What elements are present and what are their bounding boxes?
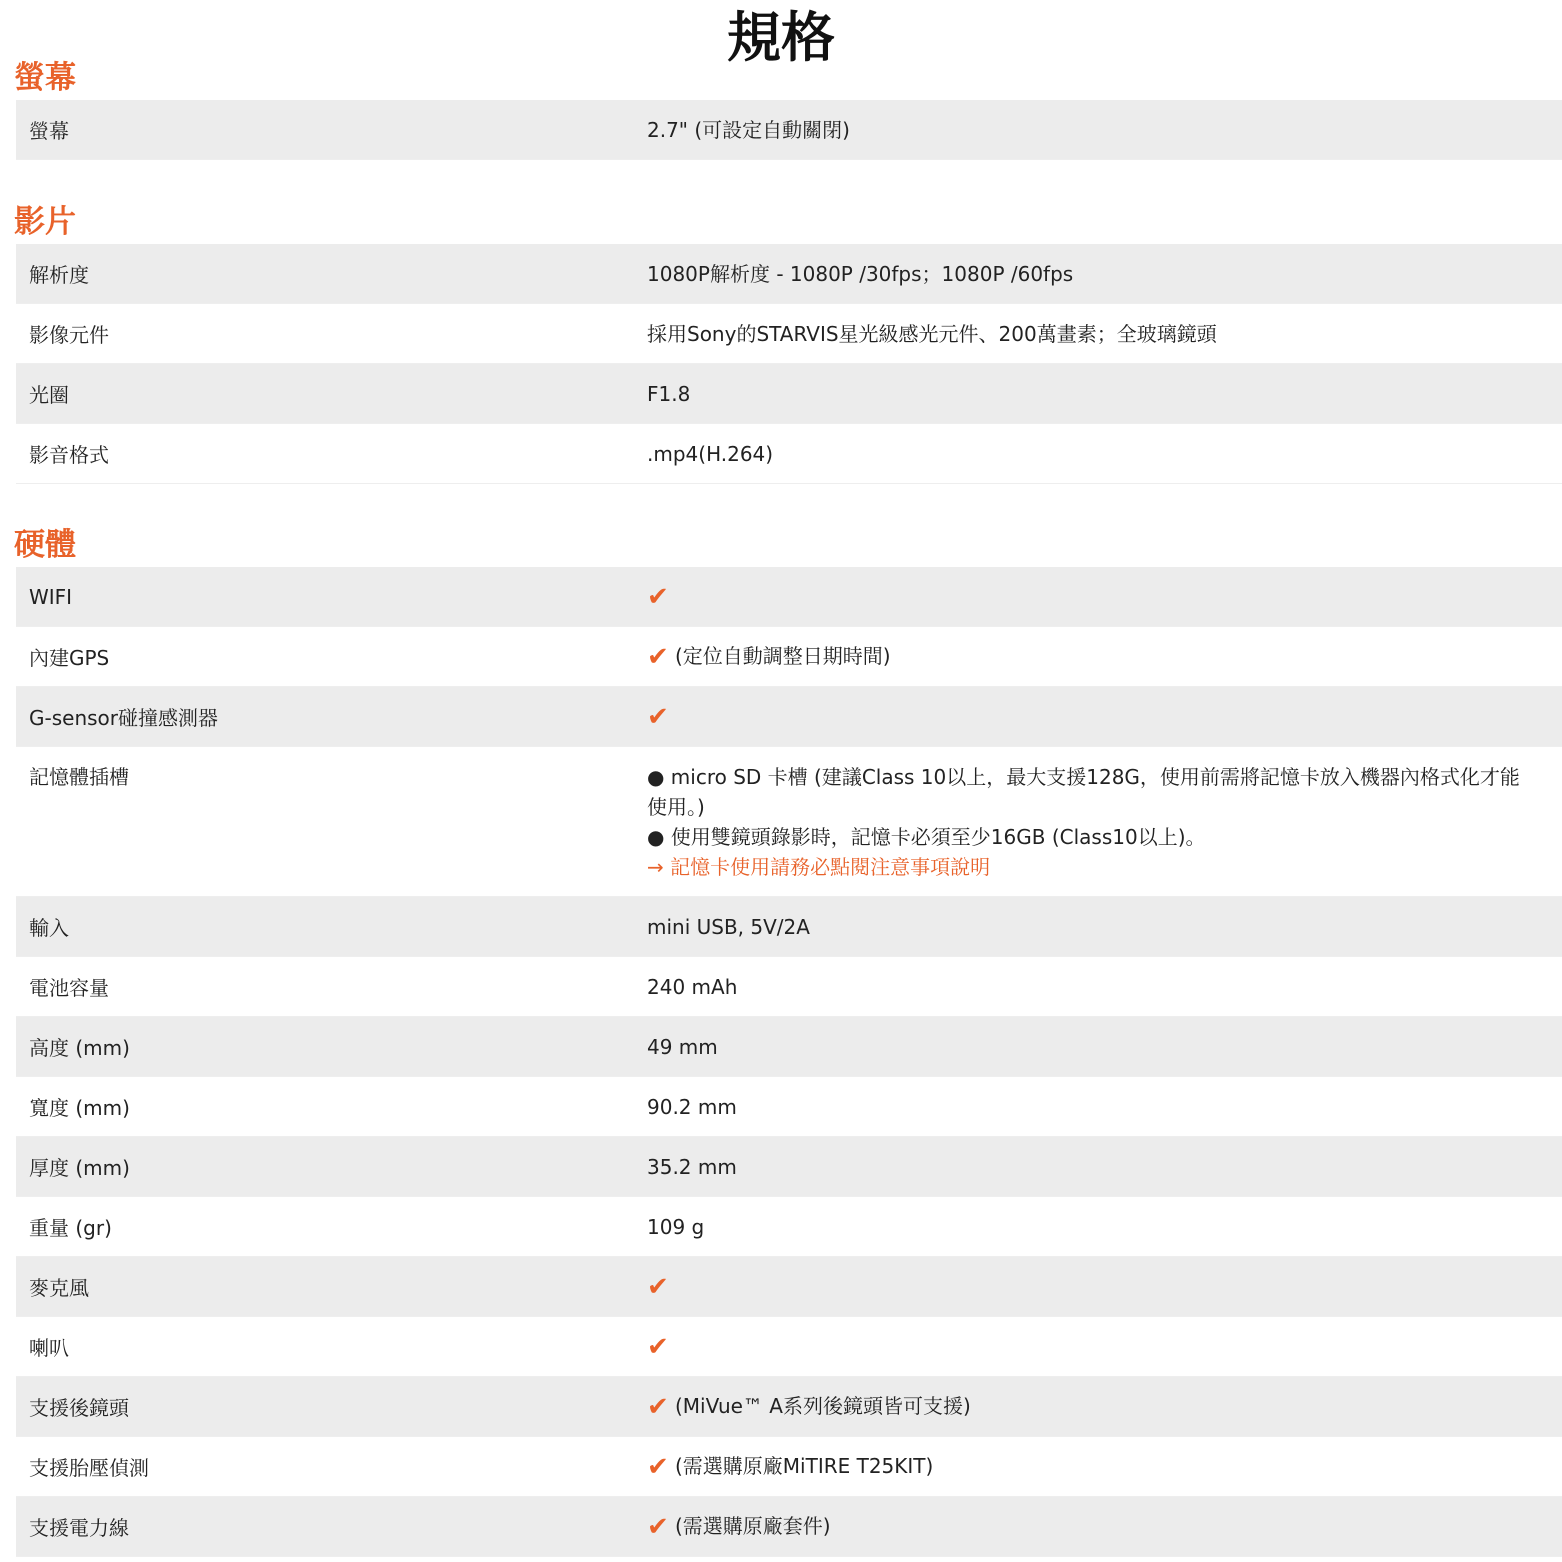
check-icon: ✔: [647, 702, 669, 732]
spec-value-text: 採用Sony的STARVIS星光級感光元件、200萬畫素；全玻璃鏡頭: [647, 321, 1217, 346]
section-title: 硬體: [14, 527, 76, 563]
spec-label: 內建GPS: [29, 646, 110, 670]
spec-label: 重量 (gr): [29, 1216, 112, 1240]
spec-label: 喇叭: [29, 1336, 69, 1360]
bullet-text: ● micro SD 卡槽 (建議Class 10以上，最大支援128G，使用前需將記憶卡放入機器內格式化才能使用。): [647, 765, 1520, 819]
spec-value: [647, 439, 1562, 469]
check-icon: ✔: [647, 1512, 669, 1542]
spec-row: [16, 1377, 1562, 1437]
spec-label: G-sensor碰撞感測器: [29, 706, 218, 730]
spec-label: 電池容量: [29, 976, 109, 1000]
spec-label: 解析度: [29, 263, 89, 287]
spec-value-text: 49 mm: [647, 1034, 718, 1059]
spec-label: 麥克風: [29, 1276, 89, 1300]
spec-row: [16, 1137, 1562, 1197]
spec-label: 厚度 (mm): [29, 1156, 130, 1180]
spec-value-text: (需選購原廠套件): [675, 1514, 831, 1538]
spec-value: [647, 972, 1562, 1002]
spec-value-text: 1080P解析度 - 1080P /30fps；1080P /60fps: [647, 261, 1074, 286]
spec-value-text: mini USB, 5V/2A: [647, 914, 810, 939]
spec-value-text: (定位自動調整日期時間): [675, 644, 891, 668]
spec-row: [16, 1017, 1562, 1077]
memory-card-notes-link[interactable]: → 記憶卡使用請務必點閱注意事項說明: [647, 855, 991, 879]
check-icon: ✔: [647, 642, 669, 672]
spec-label: 光圈: [29, 383, 69, 407]
spec-label: 記憶體插槽: [29, 765, 129, 789]
spec-label: 支援電力線: [29, 1516, 129, 1540]
page-title: 規格: [727, 6, 835, 69]
spec-value-text: (MiVue™ A系列後鏡頭皆可支援): [675, 1394, 971, 1418]
spec-value: [647, 762, 1562, 882]
spec-value: [647, 1391, 1562, 1422]
spec-value-text: .mp4(H.264): [647, 441, 774, 466]
spec-label: 影音格式: [29, 443, 109, 467]
check-icon: ✔: [647, 582, 669, 612]
spec-row: [16, 627, 1562, 687]
spec-row: [16, 1497, 1562, 1557]
spec-row: [16, 1437, 1562, 1497]
spec-value: [647, 701, 1562, 732]
spec-row: [16, 957, 1562, 1017]
spec-value: [647, 1331, 1562, 1362]
spec-label: 輸入: [29, 916, 69, 940]
section-video: [16, 202, 1562, 484]
section-hardware: [16, 525, 1562, 1557]
spec-row: [16, 567, 1562, 627]
bullet-text: ● 使用雙鏡頭錄影時，記憶卡必須至少16GB (Class10以上)。: [647, 825, 1206, 849]
spec-label: WIFI: [29, 584, 73, 609]
spec-row: [16, 424, 1562, 484]
spec-value: [647, 1092, 1562, 1122]
spec-row: [16, 1197, 1562, 1257]
spec-label: 寬度 (mm): [29, 1096, 130, 1120]
spec-value: [647, 1212, 1562, 1242]
spec-value: [647, 641, 1562, 672]
spec-label: 螢幕: [29, 119, 69, 143]
spec-row: [16, 687, 1562, 747]
spec-row: [16, 364, 1562, 424]
spec-label: 影像元件: [29, 323, 109, 347]
spec-label: 高度 (mm): [29, 1036, 130, 1060]
spec-value: [647, 1152, 1562, 1182]
section-title: 影片: [14, 204, 76, 240]
spec-value: [647, 912, 1562, 942]
spec-row: [16, 100, 1562, 160]
spec-label: 支援胎壓偵測: [29, 1456, 149, 1480]
check-icon: ✔: [647, 1272, 669, 1302]
spec-value-text: (需選購原廠MiTIRE T25KIT): [675, 1454, 934, 1478]
spec-label: 支援後鏡頭: [29, 1396, 129, 1420]
spec-row: [16, 747, 1562, 897]
spec-row: [16, 244, 1562, 304]
spec-value: [647, 1032, 1562, 1062]
spec-value: [647, 1511, 1562, 1542]
spec-value-text: 109 g: [647, 1214, 705, 1239]
spec-value: 2.7" (可設定自動關閉): [647, 117, 850, 142]
spec-row: [16, 897, 1562, 957]
spec-value-text: 35.2 mm: [647, 1154, 737, 1179]
spec-value-text: 90.2 mm: [647, 1094, 737, 1119]
spec-value: [647, 1271, 1562, 1302]
spec-value: [647, 1451, 1562, 1482]
spec-row: [16, 1257, 1562, 1317]
section-screen: [16, 58, 1562, 160]
spec-value-text: 240 mAh: [647, 974, 738, 999]
spec-row: [16, 1077, 1562, 1137]
spec-value: [647, 581, 1562, 612]
spec-value: [647, 379, 1562, 409]
spec-row: [16, 1317, 1562, 1377]
check-icon: ✔: [647, 1332, 669, 1362]
spec-row: [16, 304, 1562, 364]
spec-value: [647, 319, 1562, 349]
section-title: 螢幕: [14, 60, 76, 96]
check-icon: ✔: [647, 1392, 669, 1422]
spec-value-text: F1.8: [647, 381, 691, 406]
check-icon: ✔: [647, 1452, 669, 1482]
spec-value: [647, 259, 1562, 289]
